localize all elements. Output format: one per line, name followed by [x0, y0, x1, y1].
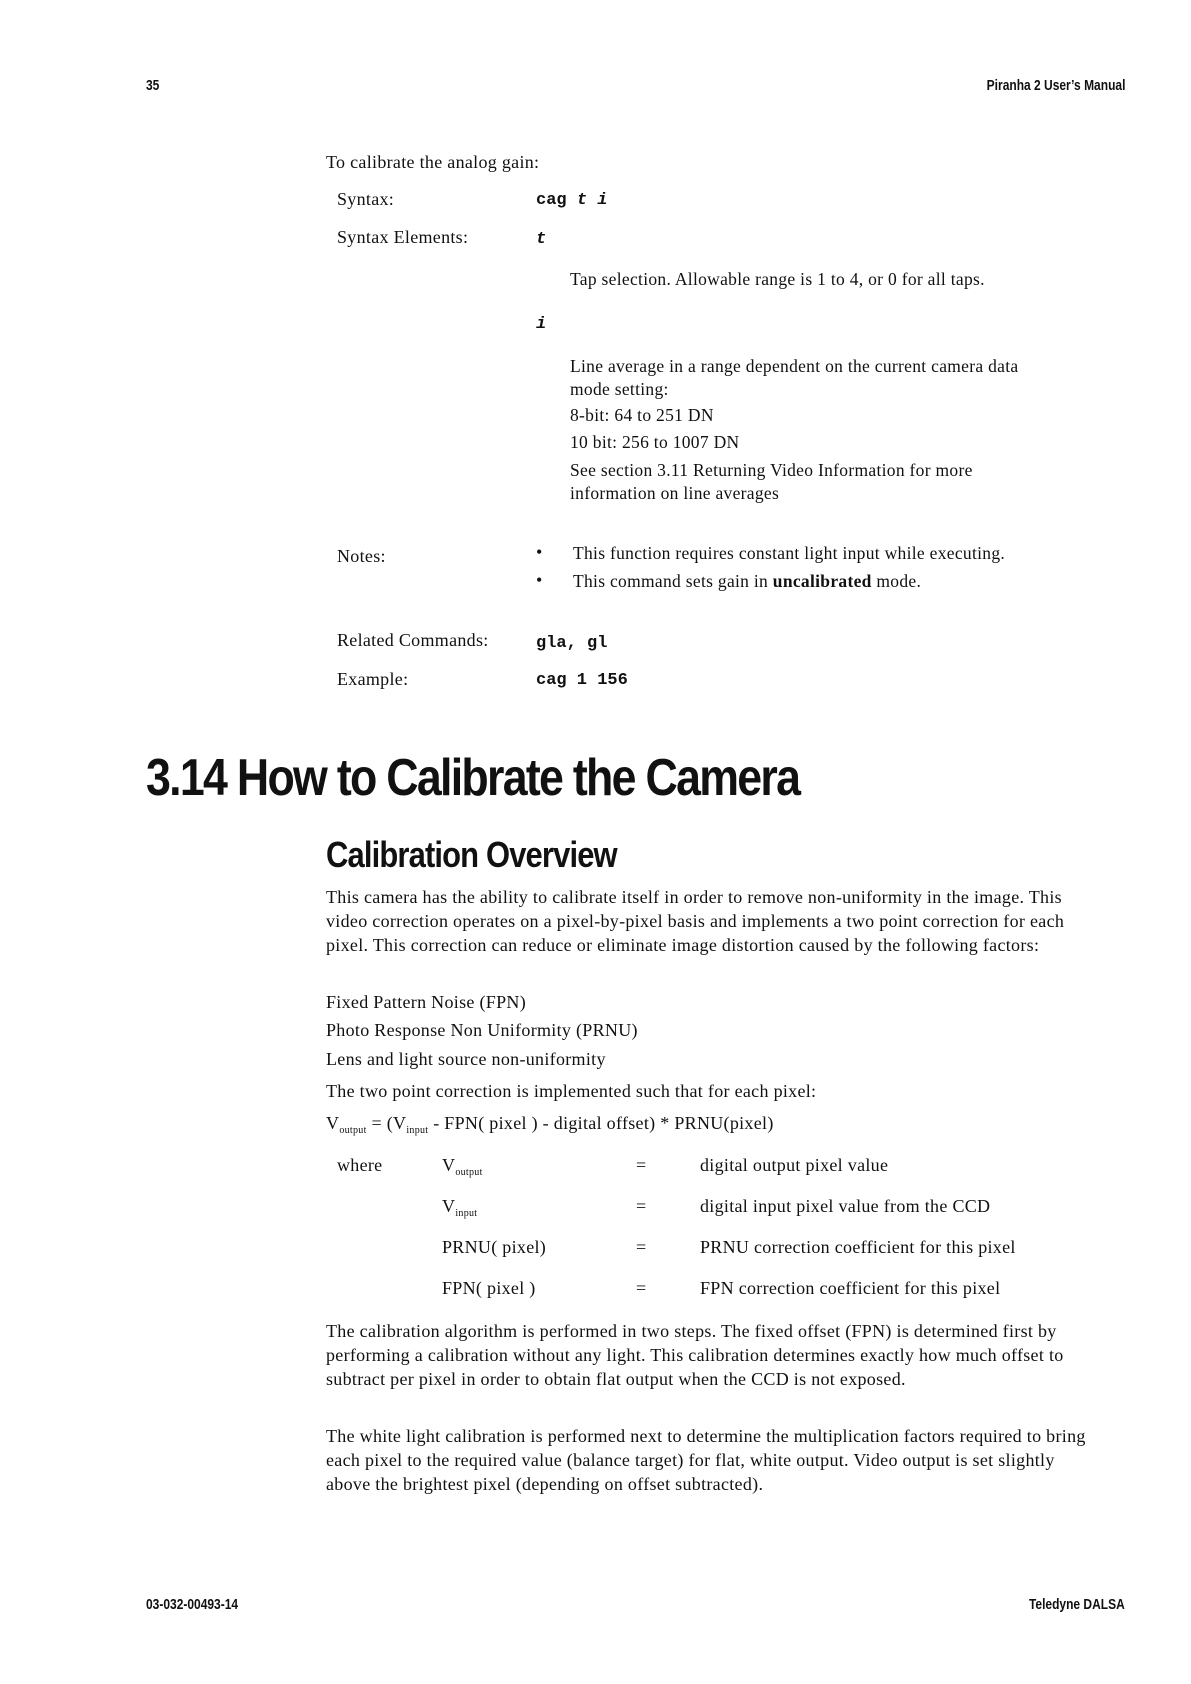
def-symbol-prnu: PRNU( pixel)	[442, 1237, 547, 1257]
def-equals: =	[636, 1155, 647, 1175]
formula-eq-open: = (V	[366, 1113, 407, 1133]
def-description: digital output pixel value	[700, 1155, 889, 1175]
def-description: PRNU correction coefficient for this pixel	[700, 1237, 1016, 1257]
factor-prnu: Photo Response Non Uniformity (PRNU)	[326, 1020, 638, 1040]
def-symbol: V	[442, 1155, 456, 1175]
formula-v-output: V	[326, 1113, 340, 1133]
bullet-1: •	[536, 542, 543, 562]
page-number: 35	[146, 77, 160, 94]
factor-lens: Lens and light source non-uniformity	[326, 1049, 606, 1069]
element-i-name: i	[536, 315, 547, 334]
related-commands-label: Related Commands:	[337, 630, 489, 650]
note-2-pre: This command sets gain in	[573, 571, 773, 591]
syntax-label: Syntax:	[337, 189, 395, 209]
syntax-arg-i: i	[597, 191, 608, 210]
def-symbol: V	[442, 1196, 456, 1216]
def-subscript: output	[455, 1167, 483, 1178]
def-symbol-v-output	[442, 1155, 483, 1178]
def-symbol-fpn: FPN( pixel )	[442, 1278, 536, 1298]
white-light-paragraph: The white light calibration is performed next to determine the multiplication factors required to bring each pixel to the required value (balance target) for flat, white output. Video output is set slightly above the brightest pixel (depending on offset subtracted).	[326, 1426, 1086, 1494]
where-label: where	[337, 1155, 383, 1175]
def-subscript: input	[455, 1208, 478, 1219]
def-equals: =	[636, 1196, 647, 1216]
syntax-value	[536, 191, 607, 210]
formula-input-subscript: input	[406, 1125, 429, 1136]
element-i-description-2: 8-bit: 64 to 251 DN	[570, 405, 714, 425]
element-i	[536, 315, 546, 334]
overview-paragraph: This camera has the ability to calibrate itself in order to remove non-uniformity in the image. This video correction operates on a pixel-by-pixel basis and implements a two point correction for each pixel. This correction can reduce or eliminate image distortion caused by the following factors:	[326, 887, 1065, 955]
element-t-name: t	[536, 230, 547, 249]
note-2	[573, 571, 921, 592]
formula-output-subscript: output	[339, 1125, 367, 1136]
section-heading	[146, 748, 799, 808]
correction-intro: The two point correction is implemented such that for each pixel:	[326, 1081, 817, 1101]
def-equals: =	[636, 1237, 647, 1257]
element-t	[536, 230, 546, 249]
syntax-command: cag	[536, 191, 567, 210]
section-number: 3.14	[146, 749, 227, 807]
section-title: How to Calibrate the Camera	[236, 749, 800, 807]
element-i-description-4: See section 3.11 Returning Video Information for more information on line averages	[570, 460, 973, 503]
manual-title: Piranha 2 User’s Manual	[986, 77, 1125, 94]
algorithm-paragraph: The calibration algorithm is performed in two steps. The fixed offset (FPN) is determined first by performing a calibration without any light. This calibration determines exactly how much offset to subtract per pixel in order to obtain flat output when the CCD is not exposed.	[326, 1321, 1064, 1389]
example-value: cag 1 156	[536, 671, 628, 690]
notes-label: Notes:	[337, 546, 386, 566]
element-t-description: Tap selection. Allowable range is 1 to 4, or 0 for all taps.	[570, 269, 985, 289]
note-2-post: mode.	[871, 571, 922, 591]
bullet-2: •	[536, 570, 543, 590]
syntax-arg-t: t	[576, 191, 588, 210]
element-i-description-1: Line average in a range dependent on the current camera data mode setting:	[570, 356, 1019, 399]
note-2-emphasis: uncalibrated	[772, 571, 872, 591]
document-number: 03-032-00493-14	[146, 1596, 239, 1613]
note-1: This function requires constant light input while executing.	[573, 543, 1006, 563]
related-commands-value: gla, gl	[536, 634, 608, 653]
subsection-heading: Calibration Overview	[326, 834, 617, 875]
def-equals: =	[636, 1278, 647, 1298]
def-description: digital input pixel value from the CCD	[700, 1196, 991, 1216]
def-symbol-v-input	[442, 1196, 477, 1219]
def-description: FPN correction coefficient for this pixel	[700, 1278, 1001, 1298]
syntax-elements-label: Syntax Elements:	[337, 227, 469, 247]
formula-rest: - FPN( pixel ) - digital offset) * PRNU(pixel)	[428, 1113, 774, 1133]
factor-fpn: Fixed Pattern Noise (FPN)	[326, 992, 526, 1012]
correction-formula	[326, 1113, 774, 1136]
company-name: Teledyne DALSA	[1029, 1596, 1125, 1613]
command-intro: To calibrate the analog gain:	[326, 152, 540, 172]
example-label: Example:	[337, 669, 409, 689]
element-i-description-3: 10 bit: 256 to 1007 DN	[570, 432, 740, 452]
